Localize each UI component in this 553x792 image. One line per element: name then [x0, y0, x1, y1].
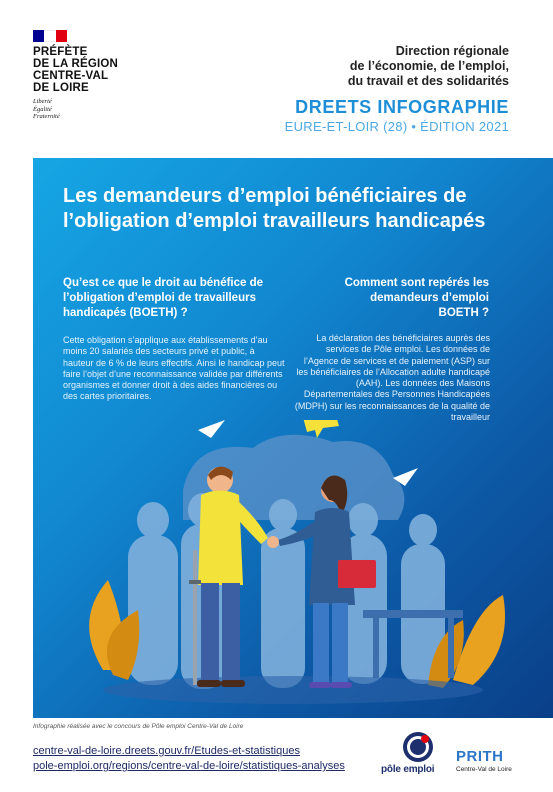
- right-question-body: La déclaration des bénéficiaires auprès des services de Pôle emploi. Les données de l’Agence de services et de paiement (ASP) sur les bénéficiaires de l’Allocation adulte handicapé (AAH). Les données des Maisons Départementales des Personnes Handicapées (MDPH) sur les reconnaissances de la qualité de travailleur: [294, 333, 490, 423]
- left-question-body: Cette obligation s’applique aux établissements d’au moins 20 salariés des secteurs privé et public, à hauteur de 6 % de leurs effectifs. Ainsi le handicap peut faire l’objet d’une reconnaissance validée par différents organismes et donner droit à des aides financières ou des cartes prioritaires.: [63, 335, 285, 402]
- motto-line: Liberté: [33, 98, 52, 105]
- pole-emploi-brand: pôle emploi: [381, 764, 435, 775]
- handshake-icon: [267, 536, 279, 548]
- speech-bubble-icon: [301, 420, 339, 438]
- paper-plane-icon: [198, 420, 225, 438]
- direction-line: de l’économie, de l’emploi,: [349, 59, 509, 73]
- dreets-header: [285, 44, 509, 135]
- prefecture-block: [33, 46, 163, 121]
- prith-subtitle: Centre-Val de Loire: [456, 766, 512, 773]
- right-question-heading: Comment sont repérés les demandeurs d’emploi BOETH ?: [344, 277, 489, 319]
- prefecture-line: PRÉFÈTE: [33, 46, 88, 58]
- credit-note: Infographie réalisée avec le concours de Pôle emploi Centre-Val de Loire: [33, 723, 244, 730]
- prith-brand: PRITH: [456, 748, 504, 765]
- handshake-illustration: [33, 420, 553, 718]
- marianne-logo: [33, 30, 67, 42]
- edition-line: EURE-ET-LOIR (28) • ÉDITION 2021: [284, 119, 509, 134]
- prefecture-line: DE LA RÉGION: [33, 58, 119, 70]
- page-title: Les demandeurs d’emploi bénéficiaires de l’obligation d’emploi travailleurs handicapés: [63, 185, 486, 232]
- main-panel: [33, 158, 553, 718]
- motto-line: Fraternité: [33, 113, 60, 120]
- pole-emploi-statistics-link[interactable]: pole-emploi.org/regions/centre-val-de-loire/statistiques-analyses: [33, 760, 345, 772]
- prefecture-line: DE LOIRE: [33, 82, 89, 94]
- infographie-title: DREETS INFOGRAPHIE: [295, 97, 509, 117]
- dreets-statistics-link[interactable]: centre-val-de-loire.dreets.gouv.fr/Etudes-et-statistiques: [33, 745, 300, 757]
- direction-line: du travail et des solidarités: [347, 74, 509, 88]
- prefecture-line: CENTRE-VAL: [33, 70, 109, 82]
- direction-line: Direction régionale: [395, 44, 509, 58]
- left-question-heading: Qu’est ce que le droit au bénéfice de l’obligation d’emploi de travailleurs handicapés (BOETH) ?: [63, 277, 264, 319]
- motto-line: Égalité: [33, 105, 52, 113]
